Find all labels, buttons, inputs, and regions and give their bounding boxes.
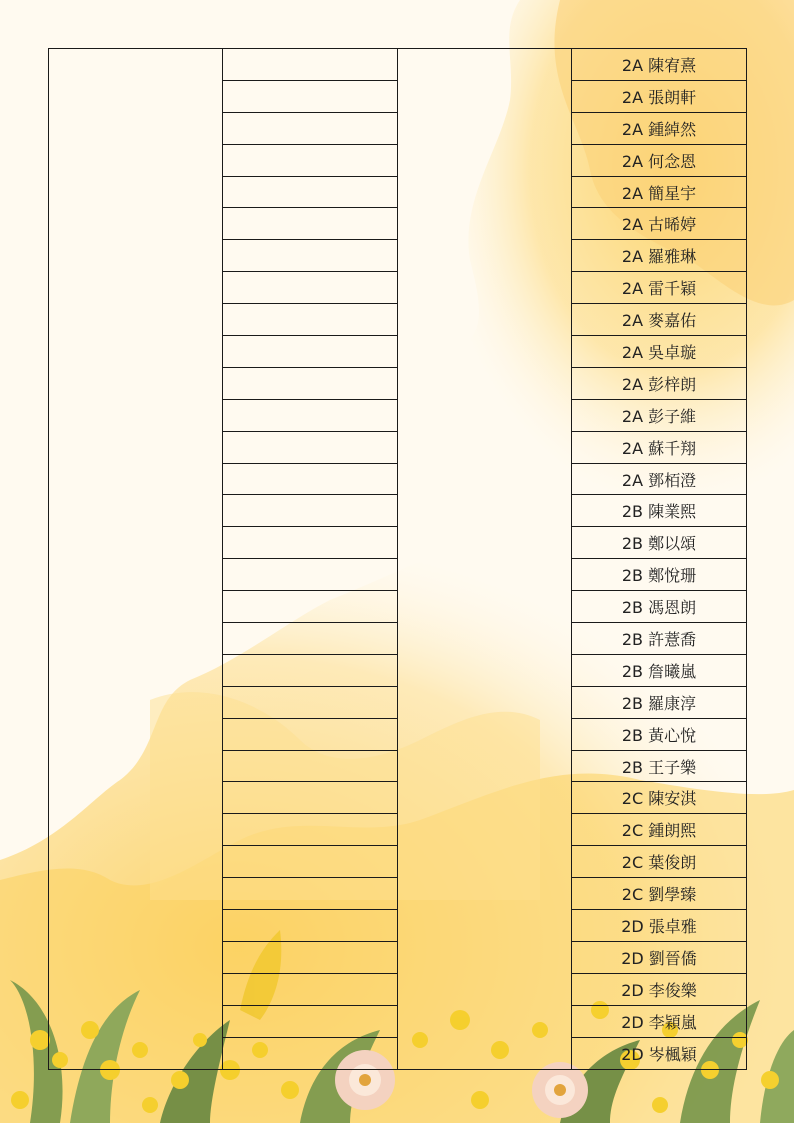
student-name-cell: 2B 馮恩朗 <box>572 591 747 623</box>
student-name-cell: 2A 何念恩 <box>572 144 747 176</box>
student-name-cell: 2A 雷千穎 <box>572 272 747 304</box>
roster-sheet <box>48 48 746 1069</box>
blank-cell <box>223 49 398 81</box>
student-name-cell: 2B 鄭悅珊 <box>572 559 747 591</box>
blank-cell <box>223 208 398 240</box>
table-row <box>49 49 747 81</box>
blank-cell <box>223 623 398 655</box>
blank-cell <box>223 941 398 973</box>
blank-cell <box>223 750 398 782</box>
blank-cell <box>223 176 398 208</box>
student-name-cell: 2A 鍾綽然 <box>572 112 747 144</box>
blank-cell <box>223 973 398 1005</box>
blank-cell <box>223 878 398 910</box>
student-name-cell: 2B 鄭以頌 <box>572 527 747 559</box>
blank-cell <box>223 1005 398 1037</box>
student-name-cell: 2B 詹曦嵐 <box>572 654 747 686</box>
student-name-cell: 2D 李穎嵐 <box>572 1005 747 1037</box>
blank-column-1 <box>49 49 223 1070</box>
student-name-cell: 2B 許薏喬 <box>572 623 747 655</box>
class-roster-table <box>48 48 747 1070</box>
blank-cell <box>223 782 398 814</box>
blank-cell <box>223 304 398 336</box>
blank-cell <box>223 336 398 368</box>
blank-column-3 <box>398 49 572 1070</box>
blank-cell <box>223 240 398 272</box>
blank-cell <box>223 591 398 623</box>
student-name-cell: 2B 陳業熙 <box>572 495 747 527</box>
blank-cell <box>223 495 398 527</box>
blank-cell <box>223 272 398 304</box>
student-name-cell: 2B 王子樂 <box>572 750 747 782</box>
student-name-cell: 2A 簡星宇 <box>572 176 747 208</box>
student-name-cell: 2A 羅雅琳 <box>572 240 747 272</box>
blank-cell <box>223 686 398 718</box>
blank-cell <box>223 846 398 878</box>
student-name-cell: 2D 岑楓穎 <box>572 1037 747 1069</box>
blank-cell <box>223 367 398 399</box>
blank-cell <box>223 144 398 176</box>
blank-cell <box>223 654 398 686</box>
student-name-cell: 2A 鄧栢澄 <box>572 463 747 495</box>
student-name-cell: 2D 張卓雅 <box>572 910 747 942</box>
student-name-cell: 2C 陳安淇 <box>572 782 747 814</box>
student-name-cell: 2A 古晞婷 <box>572 208 747 240</box>
blank-cell <box>223 718 398 750</box>
blank-cell <box>223 814 398 846</box>
student-name-cell: 2C 葉俊朗 <box>572 846 747 878</box>
student-name-cell: 2A 吳卓璇 <box>572 336 747 368</box>
blank-cell <box>223 1037 398 1069</box>
student-name-cell: 2A 張朗軒 <box>572 80 747 112</box>
blank-cell <box>223 399 398 431</box>
student-name-cell: 2C 鍾朗熙 <box>572 814 747 846</box>
blank-cell <box>223 527 398 559</box>
student-name-cell: 2C 劉學臻 <box>572 878 747 910</box>
blank-cell <box>223 463 398 495</box>
student-name-cell: 2A 蘇千翔 <box>572 431 747 463</box>
student-name-cell: 2D 劉晉僑 <box>572 941 747 973</box>
student-name-cell: 2D 李俊樂 <box>572 973 747 1005</box>
blank-cell <box>223 431 398 463</box>
blank-cell <box>223 112 398 144</box>
student-name-cell: 2B 羅康淳 <box>572 686 747 718</box>
blank-cell <box>223 910 398 942</box>
student-name-cell: 2A 彭梓朗 <box>572 367 747 399</box>
blank-cell <box>223 559 398 591</box>
student-name-cell: 2B 黃心悅 <box>572 718 747 750</box>
student-name-cell: 2A 陳宥熹 <box>572 49 747 81</box>
student-name-cell: 2A 彭子維 <box>572 399 747 431</box>
blank-cell <box>223 80 398 112</box>
student-name-cell: 2A 麥嘉佑 <box>572 304 747 336</box>
